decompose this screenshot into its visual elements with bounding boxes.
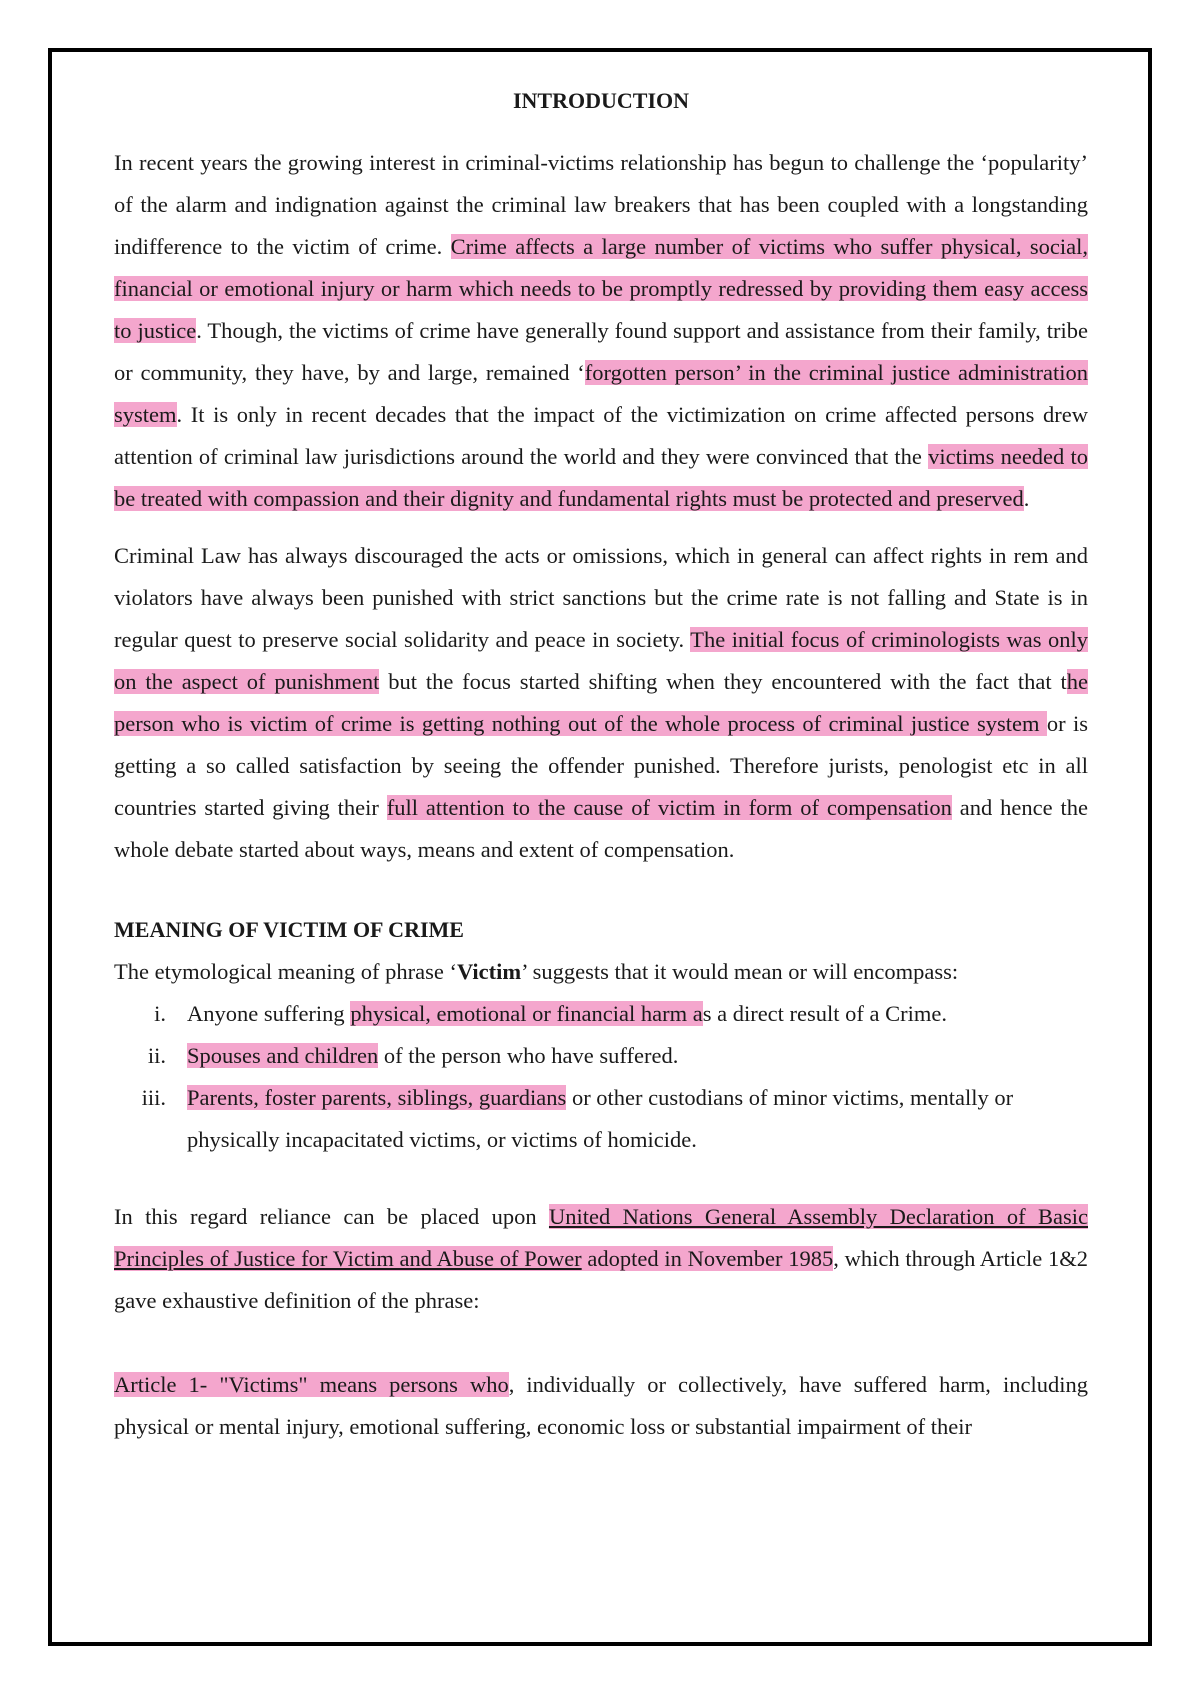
highlight-compensation-focus: full attention to the cause of victim in form of compensation [386,795,952,820]
text-run: Anyone suffering [187,1001,351,1026]
list-numeral: i. [154,1001,166,1026]
article-1-paragraph [114,1364,1088,1448]
highlight-crime-affects-victims: Crime affects a large number of victims who suffer physical, social, financial or emotional injury or harm which needs to be promptly redressed by providing them easy access to justice [114,234,1088,343]
text-run: . Though, the victims of crime have generally found support and assistance from their family, tribe or community, they have, by and large, remained ‘ [114,318,1088,385]
list-item [114,1077,1088,1161]
text-run: or other custodians of minor victims, mentally or physically incapacitated victims, or victims of homicide. [187,1085,1014,1152]
highlight-victims-treated-with-compassion: victims needed to be treated with compassion and their dignity and fundamental rights must be protected and preserved [114,444,1088,511]
victim-term: Victim [457,959,522,984]
highlight-spouses-children: Spouses and children [187,1043,379,1068]
highlight-victim-getting-nothing: he person who is victim of crime is getting nothing out of the whole process of criminal justice system [114,669,1088,736]
highlight-article-1-victims: Article 1- "Victims" means persons who [114,1372,509,1397]
list-item [114,993,1088,1035]
highlight-parents-guardians: Parents, foster parents, siblings, guardians [187,1085,567,1110]
text-run: ’ suggests that it would mean or will encompass: [521,959,959,984]
text-run: or is getting a so called satisfaction by seeing the offender punished. Therefore jurists, penologist etc in all countries started giving their [114,711,1088,820]
text-run: In recent years the growing interest in criminal-victims relationship has begun to challenge the ‘popularity’ of the alarm and indignation against the criminal law breakers that has been coupled with a longstanding indifference to the victim of crime. [114,150,1088,259]
list-numeral: ii. [147,1043,166,1068]
meaning-heading: MEANING OF VICTIM OF CRIME [114,917,464,942]
text-run: Criminal Law has always discouraged the acts or omissions, which in general can affect rights in rem and violators have always been punished with strict sanctions but the crime rate is not falling and State is in regular quest to preserve social solidarity and peace in society. [114,543,1088,652]
text-run: s a direct result of a Crime. [702,1001,947,1026]
text-run: , which through Article 1&2 gave exhaustive definition of the phrase: [114,1246,1088,1313]
highlight-initial-focus-punishment: The initial focus of criminologists was only on the aspect of punishment [114,627,1088,694]
document-body [114,80,1088,1448]
text-run: . It is only in recent decades that the impact of the victimization on crime affected persons drew attention of criminal law jurisdictions around the world and they were convinced that the [114,402,1088,469]
text-run: of the person who have suffered. [378,1043,679,1068]
text-run: and hence the whole debate started about ways, means and extent of compensation. [114,795,1089,862]
introduction-paragraph-1 [114,142,1088,520]
highlight-adopted-1985: adopted in November 1985 [581,1246,834,1271]
victim-definition-list [114,993,1088,1161]
highlight-harm-types: physical, emotional or financial harm a [350,1001,703,1026]
text-run: , individually or collectively, have suffered harm, including physical or mental injury, emotional suffering, economic loss or substantial impairment of their [114,1372,1088,1439]
list-numeral: iii. [141,1085,166,1110]
text-run: In this regard reliance can be placed upon [114,1204,549,1229]
introduction-paragraph-2 [114,535,1088,871]
meaning-intro [114,951,1088,993]
text-run: but the focus started shifting when they encountered with the fact that t [379,669,1067,694]
reliance-paragraph [114,1196,1088,1322]
un-declaration-reference: United Nations General Assembly Declaration of Basic Principles of Justice for Victim and Abuse of Power [114,1204,1088,1271]
text-run: The etymological meaning of phrase ‘ [114,959,458,984]
highlight-forgotten-person: forgotten person’ in the criminal justice administration system [114,360,1088,427]
text-run: . [1023,486,1030,511]
introduction-heading: INTRODUCTION [512,88,690,113]
list-item [114,1035,1088,1077]
